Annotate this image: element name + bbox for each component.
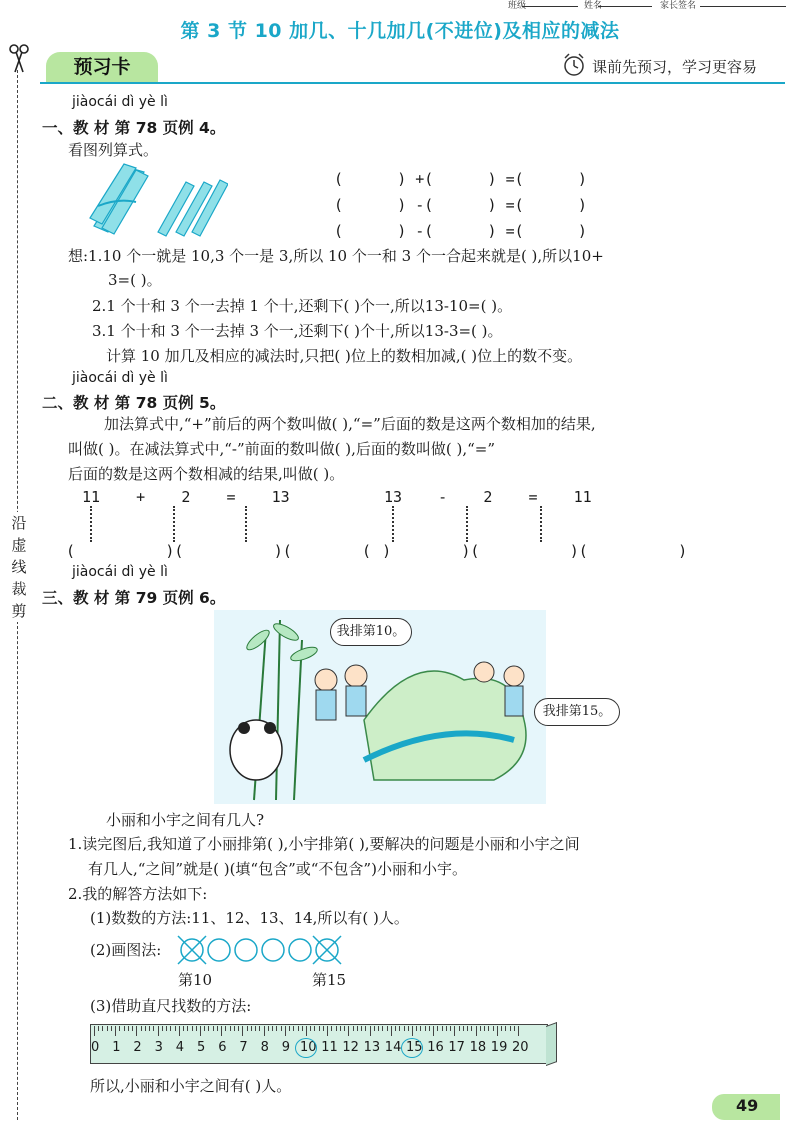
ruler-tick [433,1026,434,1036]
ruler-tick [505,1026,506,1031]
ruler-tick [145,1026,146,1031]
ruler-tick [310,1026,311,1031]
label-position-10: 第10 [178,971,213,989]
ruler-number: 18 [469,1040,487,1055]
method-1-counting: (1)数数的方法:11、12、13、14,所以有( )人。 [90,909,409,927]
ruler-tick [344,1026,345,1031]
ruler-tick [463,1026,464,1031]
class-field-label: 班级 [508,1,527,11]
ruler-tick [272,1026,273,1031]
addition-term-blanks: ( )( )( ) [66,542,392,560]
ruler-number: 11 [321,1040,338,1055]
ruler-tick [408,1026,409,1031]
ruler-tick [484,1026,485,1031]
ruler-tick [357,1026,358,1031]
ruler-tick [192,1026,193,1031]
ruler-tick [471,1026,472,1031]
ruler-tick [107,1026,108,1031]
ruler-number: 13 [363,1040,381,1055]
ruler-tick [289,1026,290,1031]
pinyin-line-3: jiàocái dì yè lì [72,564,168,580]
ruler-number: 10 [300,1040,317,1055]
conclusion: 所以,小丽和小宇之间有( )人。 [90,1077,292,1095]
ruler-tick [183,1026,184,1031]
ruler-tick [217,1026,218,1031]
ruler-tick [395,1026,396,1031]
ruler-tick [387,1026,388,1031]
equation-row-1: ( ) +( ) =( ) [334,170,587,188]
ruler-tick [429,1026,430,1031]
ruler-tick [208,1026,209,1031]
ruler-tick [187,1026,188,1031]
ruler-tick [488,1026,489,1031]
ruler-tick [264,1026,265,1036]
ruler-tick [353,1026,354,1031]
page-title: 第 3 节 10 加几、十几加几(不进位)及相应的减法 [180,20,620,42]
ruler-tick [225,1026,226,1031]
section-2-line-1: 加法算式中,“+”前后的两个数叫做( ),“=”后面的数是这两个数相加的结果, [104,415,596,433]
dotted-connector [392,506,398,542]
ruler-tick [276,1026,277,1031]
ruler-tick [437,1026,438,1031]
ruler-tick [281,1026,282,1031]
ruler-tick [518,1026,519,1036]
think-1-line-1: 想:1.10 个一就是 10,3 个一是 3,所以 10 个一和 3 个一合起来就是( ),所以10+ [68,247,604,265]
method-2-drawing: (2)画图法: [90,941,162,959]
ruler-number: 5 [197,1040,206,1055]
subtraction-example: 13 - 2 = 11 [384,488,592,506]
ruler-tick [361,1026,362,1031]
label-position-15: 第15 [312,971,347,989]
ruler-tick [162,1026,163,1031]
section-1-heading: 一、教 材 第 78 页例 4。 [42,119,226,137]
ruler-tick [302,1026,303,1031]
equation-row-3: ( ) -( ) =( ) [334,222,587,240]
pinyin-line-2: jiàocái dì yè lì [72,370,168,386]
header-rule [40,82,785,84]
ruler-number: 8 [260,1040,269,1055]
ruler-number: 6 [218,1040,227,1055]
ruler-tick [416,1026,417,1031]
ruler-tick [454,1026,455,1036]
ruler-tick [420,1026,421,1031]
ruler-tick [493,1026,494,1031]
ruler-tick [323,1026,324,1031]
ruler-tick [94,1026,95,1036]
ruler-tick [247,1026,248,1031]
ruler-tick [170,1026,171,1031]
ruler-tick [255,1026,256,1031]
subtraction-term-blanks: ( )( )( ) [362,542,688,560]
student-info-fields [0,0,800,10]
slogan: 课前先预习，学习更容易 [592,58,758,76]
ruler-tick [497,1026,498,1036]
alarm-clock-icon [562,52,586,78]
ruler-tick [476,1026,477,1036]
ruler-number: 7 [239,1040,248,1055]
dotted-connector [90,506,96,542]
ruler-numbers [90,1040,540,1060]
ruler-tick [98,1026,99,1031]
dotted-connector [245,506,251,542]
scissors-icon [8,44,30,74]
circles-diagram [176,932,348,968]
ruler-tick [450,1026,451,1031]
q1-line-2: 有几人,“之间”就是( )(填“包含”或“不包含”)小丽和小宇。 [88,860,467,878]
ruler-number: 3 [154,1040,163,1055]
ruler-tick [166,1026,167,1031]
q2-intro: 2.我的解答方法如下: [68,885,208,903]
ruler-tick [459,1026,460,1031]
ruler-tick [259,1026,260,1031]
ruler-tick [314,1026,315,1031]
ruler-tick [331,1026,332,1031]
equation-row-2: ( ) -( ) =( ) [334,196,587,214]
ruler-tick [124,1026,125,1031]
ruler-tick [179,1026,180,1036]
ruler-tick [378,1026,379,1031]
preview-card-tab: 预习卡 [46,52,158,82]
ruler-tick [221,1026,222,1036]
ruler-tick [149,1026,150,1031]
cut-along-dashed-line-label: 沿 虚 线 裁 剪 [11,514,27,620]
ruler-tick [102,1026,103,1031]
ruler-ticks [92,1026,542,1038]
ruler-tick [153,1026,154,1031]
ruler-tick [230,1026,231,1031]
section-2-line-2: 叫做( )。在减法算式中,“-”前面的数叫做( ),后面的数叫做( ),“=” [68,440,496,458]
parent-signature-label: 家长签名 [660,1,697,11]
ruler-tick [234,1026,235,1031]
ruler-tick [327,1026,328,1036]
ruler-tick [141,1026,142,1031]
think-1-line-2: 3=( )。 [108,271,162,289]
ruler-tick [115,1026,116,1036]
ruler-tick [136,1026,137,1036]
ruler-tick [306,1026,307,1036]
q1-line-1: 1.读完图后,我知道了小丽排第( ),小宇排第( ),要解决的问题是小丽和小宇之间 [68,835,580,853]
ruler-tick [196,1026,197,1031]
ruler-tick [391,1026,392,1036]
ruler-number: 14 [384,1040,402,1055]
ruler-tick [467,1026,468,1031]
ruler-end [546,1022,557,1066]
dotted-connector [540,506,546,542]
ruler-number: 17 [448,1040,465,1055]
ruler-tick [365,1026,366,1031]
ruler-tick [382,1026,383,1031]
ruler-tick [404,1026,405,1031]
ruler-number: 2 [133,1040,142,1055]
ruler-tick [370,1026,371,1036]
ruler-number: 9 [281,1040,291,1055]
think-3: 3.1 个十和 3 个一去掉 3 个一,还剩下( )个十,所以13-3=( )。 [92,322,503,340]
ruler-tick [238,1026,239,1031]
ruler-tick [340,1026,341,1031]
ruler-tick [111,1026,112,1031]
ruler-tick [200,1026,201,1036]
ruler-tick [399,1026,400,1031]
ruler-tick [285,1026,286,1036]
ruler-tick [175,1026,176,1031]
method-3-ruler: (3)借助直尺找数的方法: [90,997,252,1015]
ruler-tick [514,1026,515,1031]
page-number-badge [712,1094,780,1120]
dotted-connector [173,506,179,542]
section-3-heading: 三、教 材 第 79 页例 6。 [42,589,226,607]
addition-example: 11 + 2 = 13 [82,488,290,506]
ruler-tick [336,1026,337,1031]
ruler-number: 20 [512,1040,529,1055]
ruler-tick [213,1026,214,1031]
section-1-prompt: 看图列算式。 [68,141,159,159]
ruler-number: 15 [406,1040,423,1055]
ruler-tick [293,1026,294,1031]
speech-bubble-xiaoli: 我排第10。 [330,618,412,646]
ruler-tick [510,1026,511,1031]
ruler-highlight-circle [295,1038,317,1058]
ruler-number: 12 [342,1040,359,1055]
ruler-tick [268,1026,269,1031]
section-1-rule: 计算 10 加几及相应的减法时,只把( )位上的数相加减,( )位上的数不变。 [106,347,583,365]
section-2-line-3: 后面的数是这两个数相减的结果,叫做( )。 [68,465,345,483]
ruler-highlight-circle [401,1038,423,1058]
ruler-number: 0 [91,1040,100,1055]
ruler-tick [128,1026,129,1031]
ruler-number: 1 [112,1040,121,1055]
ruler-tick [119,1026,120,1031]
dotted-connector [466,506,472,542]
pinyin-line: jiàocái dì yè lì [72,94,168,110]
ruler-tick [348,1026,349,1036]
ruler-tick [374,1026,375,1031]
ruler-tick [132,1026,133,1031]
section-3-question: 小丽和小宇之间有几人? [106,811,265,829]
ruler-tick [242,1026,243,1036]
section-2-heading: 二、教 材 第 78 页例 5。 [42,394,226,412]
ruler-tick [412,1026,413,1036]
ruler-tick [251,1026,252,1031]
ruler-tick [298,1026,299,1031]
ruler-number: 16 [427,1040,444,1055]
speech-bubble-xiaoyu: 我排第15。 [534,698,620,726]
ruler-number: 4 [175,1040,185,1055]
ruler-tick [319,1026,320,1031]
name-field-label: 姓名 [584,1,603,11]
think-2: 2.1 个十和 3 个一去掉 1 个十,还剩下( )个一,所以13-10=( )。 [92,297,513,315]
ruler-tick [442,1026,443,1031]
ruler-tick [204,1026,205,1031]
ruler-tick [480,1026,481,1031]
ruler-tick [501,1026,502,1031]
page-number: 49 [736,1096,759,1115]
ruler-number: 19 [490,1040,508,1055]
ruler-tick [446,1026,447,1031]
ruler-tick [425,1026,426,1031]
sticks-illustration [88,162,228,240]
ruler-tick [158,1026,159,1036]
